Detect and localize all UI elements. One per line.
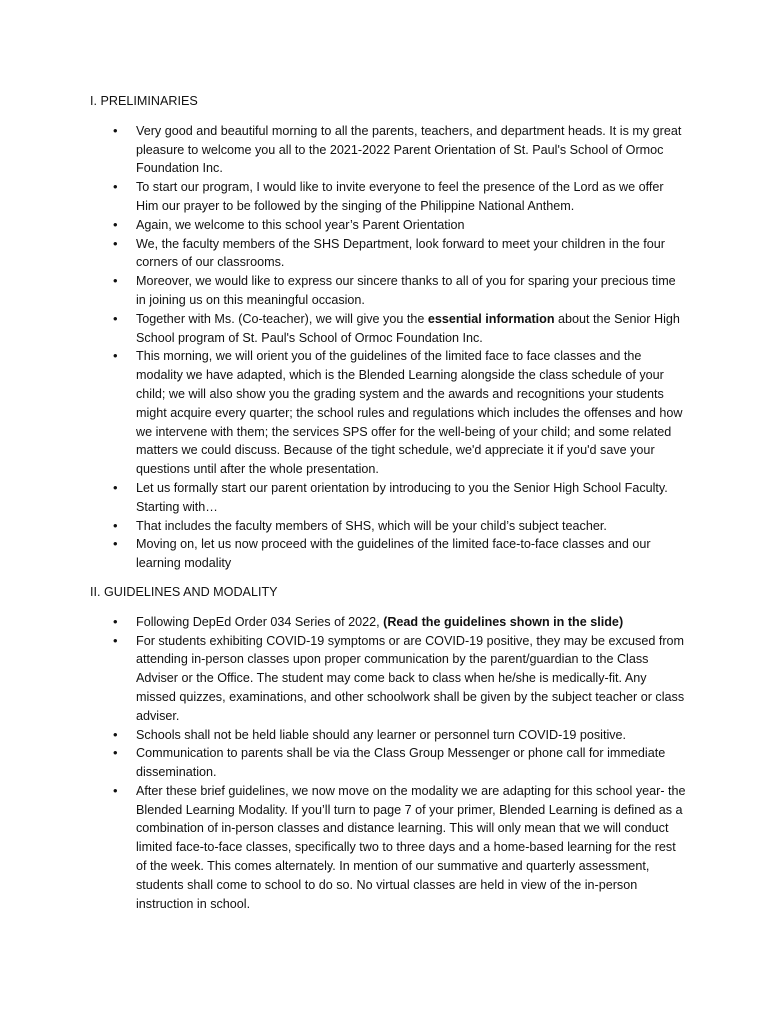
list-item: • Let us formally start our parent orientation by introducing to you the Senior High School Faculty. Starting with… [136,479,688,517]
preliminaries-list [90,122,688,573]
list-item: • Again, we welcome to this school year’s Parent Orientation [136,216,688,235]
list-item: • After these brief guidelines, we now move on the modality we are adapting for this school year- the Blended Learning Modality. If you’ll turn to page 7 of your primer, Blended Learning is defined as a combination of in-person classes and distance learning. This will only mean that we will conduct limited face-to-face classes, specifically two to three days and a home-based learning for the rest of the week. This comes alternately. In mention of our summative and quarterly assessment, students shall come to school to do so. No virtual classes are held in view of the in-person instruction in school. [136,782,688,914]
list-item: • That includes the faculty members of SHS, which will be your child’s subject teacher. [136,517,688,536]
list-item: • We, the faculty members of the SHS Department, look forward to meet your children in the four corners of our classrooms. [136,235,688,273]
section-title-guidelines: II. GUIDELINES AND MODALITY [90,584,278,599]
list-item: • Moving on, let us now proceed with the guidelines of the limited face-to-face classes and our learning modality [136,535,688,573]
list-item [136,613,688,632]
section-title-preliminaries: I. PRELIMINARIES [90,94,198,108]
item-bold-text: (Read the guidelines shown in the slide) [383,614,624,629]
item-text: Following DepEd Order 034 Series of 2022, [136,614,384,629]
list-item: • Very good and beautiful morning to all the parents, teachers, and department heads. It is my great pleasure to welcome you all to the 2021-2022 Parent Orientation of St. Paul's School of Ormoc Foundation Inc. [136,122,688,178]
list-item: • To start our program, I would like to invite everyone to feel the presence of the Lord as we offer Him our prayer to be followed by the singing of the Philippine National Anthem. [136,178,688,216]
guidelines-list [90,613,688,914]
list-item: • This morning, we will orient you of the guidelines of the limited face to face classes and the modality we have adapted, which is the Blended Learning alongside the class schedule of your child; we will also show you the grading system and the awards and recognitions your students might acquire every quarter; the school rules and regulations which includes the offenses and how we intervene with them; the services SPS offer for the well-being of your child; and some related matters we could discuss. Because of the tight schedule, we'd appreciate it if you'd save your questions until after the whole presentation. [136,347,688,479]
list-item [136,310,688,348]
item-text: about the Senior High School program of St. Paul's School of Ormoc Foundation Inc. [136,311,680,345]
list-item: • Communication to parents shall be via the Class Group Messenger or phone call for immediate dissemination. [136,744,688,782]
list-item: • Moreover, we would like to express our sincere thanks to all of you for sparing your precious time in joining us on this meaningful occasion. [136,272,688,310]
item-bold-text: essential information [427,311,555,326]
list-item: • Schools shall not be held liable should any learner or personnel turn COVID-19 positive. [136,726,688,745]
list-item: • For students exhibiting COVID-19 symptoms or are COVID-19 positive, they may be excused from attending in-person classes upon proper communication by the parent/guardian to the Class Adviser or the Office. The student may come back to class when he/she is medically-fit. Any missed quizzes, examinations, and other schoolwork shall be given by the subject teacher or class adviser. [136,632,688,726]
item-text: Together with Ms. (Co-teacher), we will give you the [136,311,428,326]
